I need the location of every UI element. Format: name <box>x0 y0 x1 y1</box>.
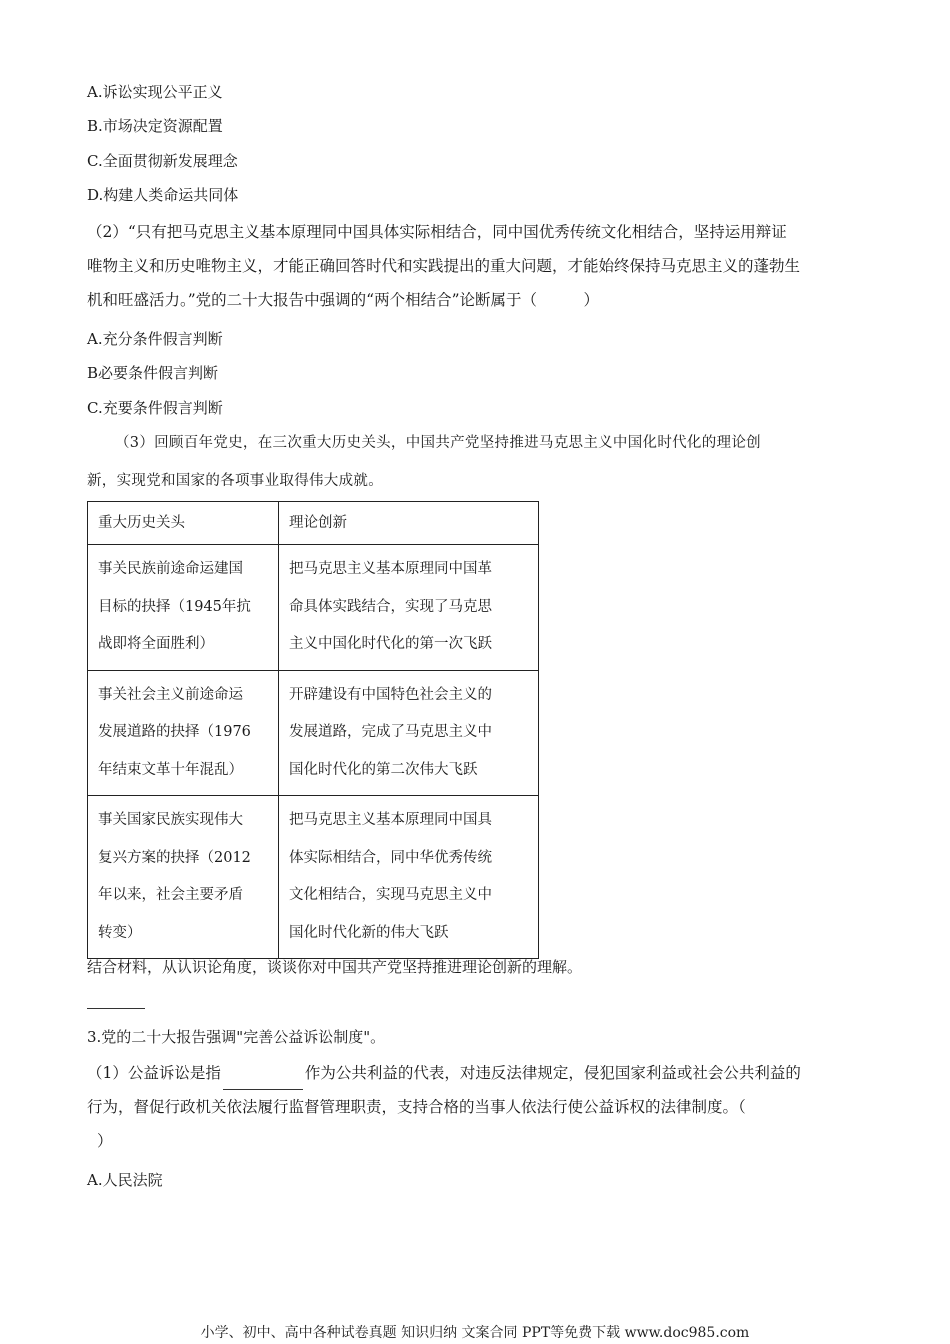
q3-1-text-a: （1）公益诉讼是指 <box>87 1064 221 1082</box>
page-footer: 小学、初中、高中各种试卷真题 知识归纳 文案合同 PPT等免费下载 www.doc985.com <box>200 1325 750 1341</box>
option-a: A.诉讼实现公平正义 <box>87 83 223 101</box>
q2-3-prompt: 结合材料，从认识论角度，谈谈你对中国共产党坚持推进理论创新的理解。 <box>87 958 583 976</box>
question-3-title: 3.党的二十大报告强调"完善公益诉讼制度"。 <box>87 1028 386 1046</box>
cell-line: 体实际相结合，同中华优秀传统 <box>289 849 492 866</box>
table-cell <box>88 545 279 671</box>
q2-2-option-c: C.充要条件假言判断 <box>87 399 223 417</box>
q3-1-option-a: A.人民法院 <box>87 1171 163 1189</box>
cell-line: 事关民族前途命运建国 <box>98 561 243 577</box>
fill-blank <box>223 1071 303 1090</box>
table-cell <box>88 670 279 796</box>
header-cell-innovation: 理论创新 <box>279 502 539 545</box>
answer-divider <box>87 1008 145 1009</box>
cell-line: 把马克思主义基本原理同中国具 <box>289 812 492 828</box>
cell-line: 命具体实践结合，实现了马克思 <box>289 598 492 615</box>
cell-line: 年以来，社会主要矛盾 <box>98 887 243 903</box>
q2-3-line2: 新，实现党和国家的各项事业取得伟大成就。 <box>87 473 383 489</box>
table-row <box>88 670 539 796</box>
cell-line: 开辟建设有中国特色社会主义的 <box>289 686 492 703</box>
cell-line: 事关社会主义前途命运 <box>98 686 243 703</box>
table-cell <box>279 670 539 796</box>
q3-1-text-b: 作为公共利益的代表，对违反法律规定，侵犯国家利益或社会公共利益的 <box>304 1064 801 1082</box>
cell-line: 转变） <box>98 924 142 941</box>
cell-line: 把马克思主义基本原理同中国革 <box>289 561 492 577</box>
table-row <box>88 545 539 671</box>
q2-2-line1: （2）“只有把马克思主义基本原理同中国具体实际相结合，同中国优秀传统文化相结合，坚持运用辩证 <box>87 223 787 241</box>
cell-line: 目标的抉择（1945年抗 <box>98 598 251 615</box>
cell-line: 文化相结合，实现马克思主义中 <box>289 887 492 903</box>
question-2-2-stem <box>87 215 857 317</box>
q2-2-line3: 机和旺盛活力。”党的二十大报告中强调的“两个相结合”论断属于（ ） <box>87 291 600 309</box>
cell-line: 复兴方案的抉择（2012 <box>98 849 251 866</box>
cell-line: 主义中国化时代化的第一次飞跃 <box>289 636 492 652</box>
q2-2-option-a: A.充分条件假言判断 <box>87 330 223 348</box>
q3-1-line2: 行为，督促行政机关依法履行监督管理职责，支持合格的当事人依法行使公益诉权的法律制度。（ <box>87 1098 746 1116</box>
cell-line: 事关国家民族实现伟大 <box>98 812 243 828</box>
option-c: C.全面贯彻新发展理念 <box>87 152 238 170</box>
table-header-row <box>88 502 539 545</box>
cell-line: 战即将全面胜利） <box>98 636 214 652</box>
table-cell <box>279 545 539 671</box>
table-cell <box>279 796 539 959</box>
cell-line: 年结束文革十年混乱） <box>98 761 243 778</box>
cell-line: 发展道路，完成了马克思主义中 <box>289 724 492 740</box>
question-3-1-stem <box>87 1056 857 1158</box>
q3-1-line3: ） <box>97 1132 113 1150</box>
q3-1-line1 <box>87 1056 857 1090</box>
question-2-3-stem <box>87 424 857 500</box>
cell-line: 国化时代化的第二次伟大飞跃 <box>289 761 478 778</box>
q2-2-line2: 唯物主义和历史唯物主义，才能正确回答时代和实践提出的重大问题，才能始终保持马克思主义的蓬勃生 <box>87 257 801 275</box>
option-d: D.构建人类命运共同体 <box>87 186 239 204</box>
table-row <box>88 796 539 959</box>
history-table <box>87 501 539 959</box>
q2-2-option-b: B必要条件假言判断 <box>87 364 219 382</box>
q2-3-line1: （3）回顾百年党史，在三次重大历史关头，中国共产党坚持推进马克思主义中国化时代化的理论创 <box>115 435 761 451</box>
option-b: B.市场决定资源配置 <box>87 117 223 135</box>
cell-line: 国化时代化新的伟大飞跃 <box>289 924 449 941</box>
table-cell <box>88 796 279 959</box>
cell-line: 发展道路的抉择（1976 <box>98 724 251 740</box>
header-cell-moment: 重大历史关头 <box>88 502 279 545</box>
